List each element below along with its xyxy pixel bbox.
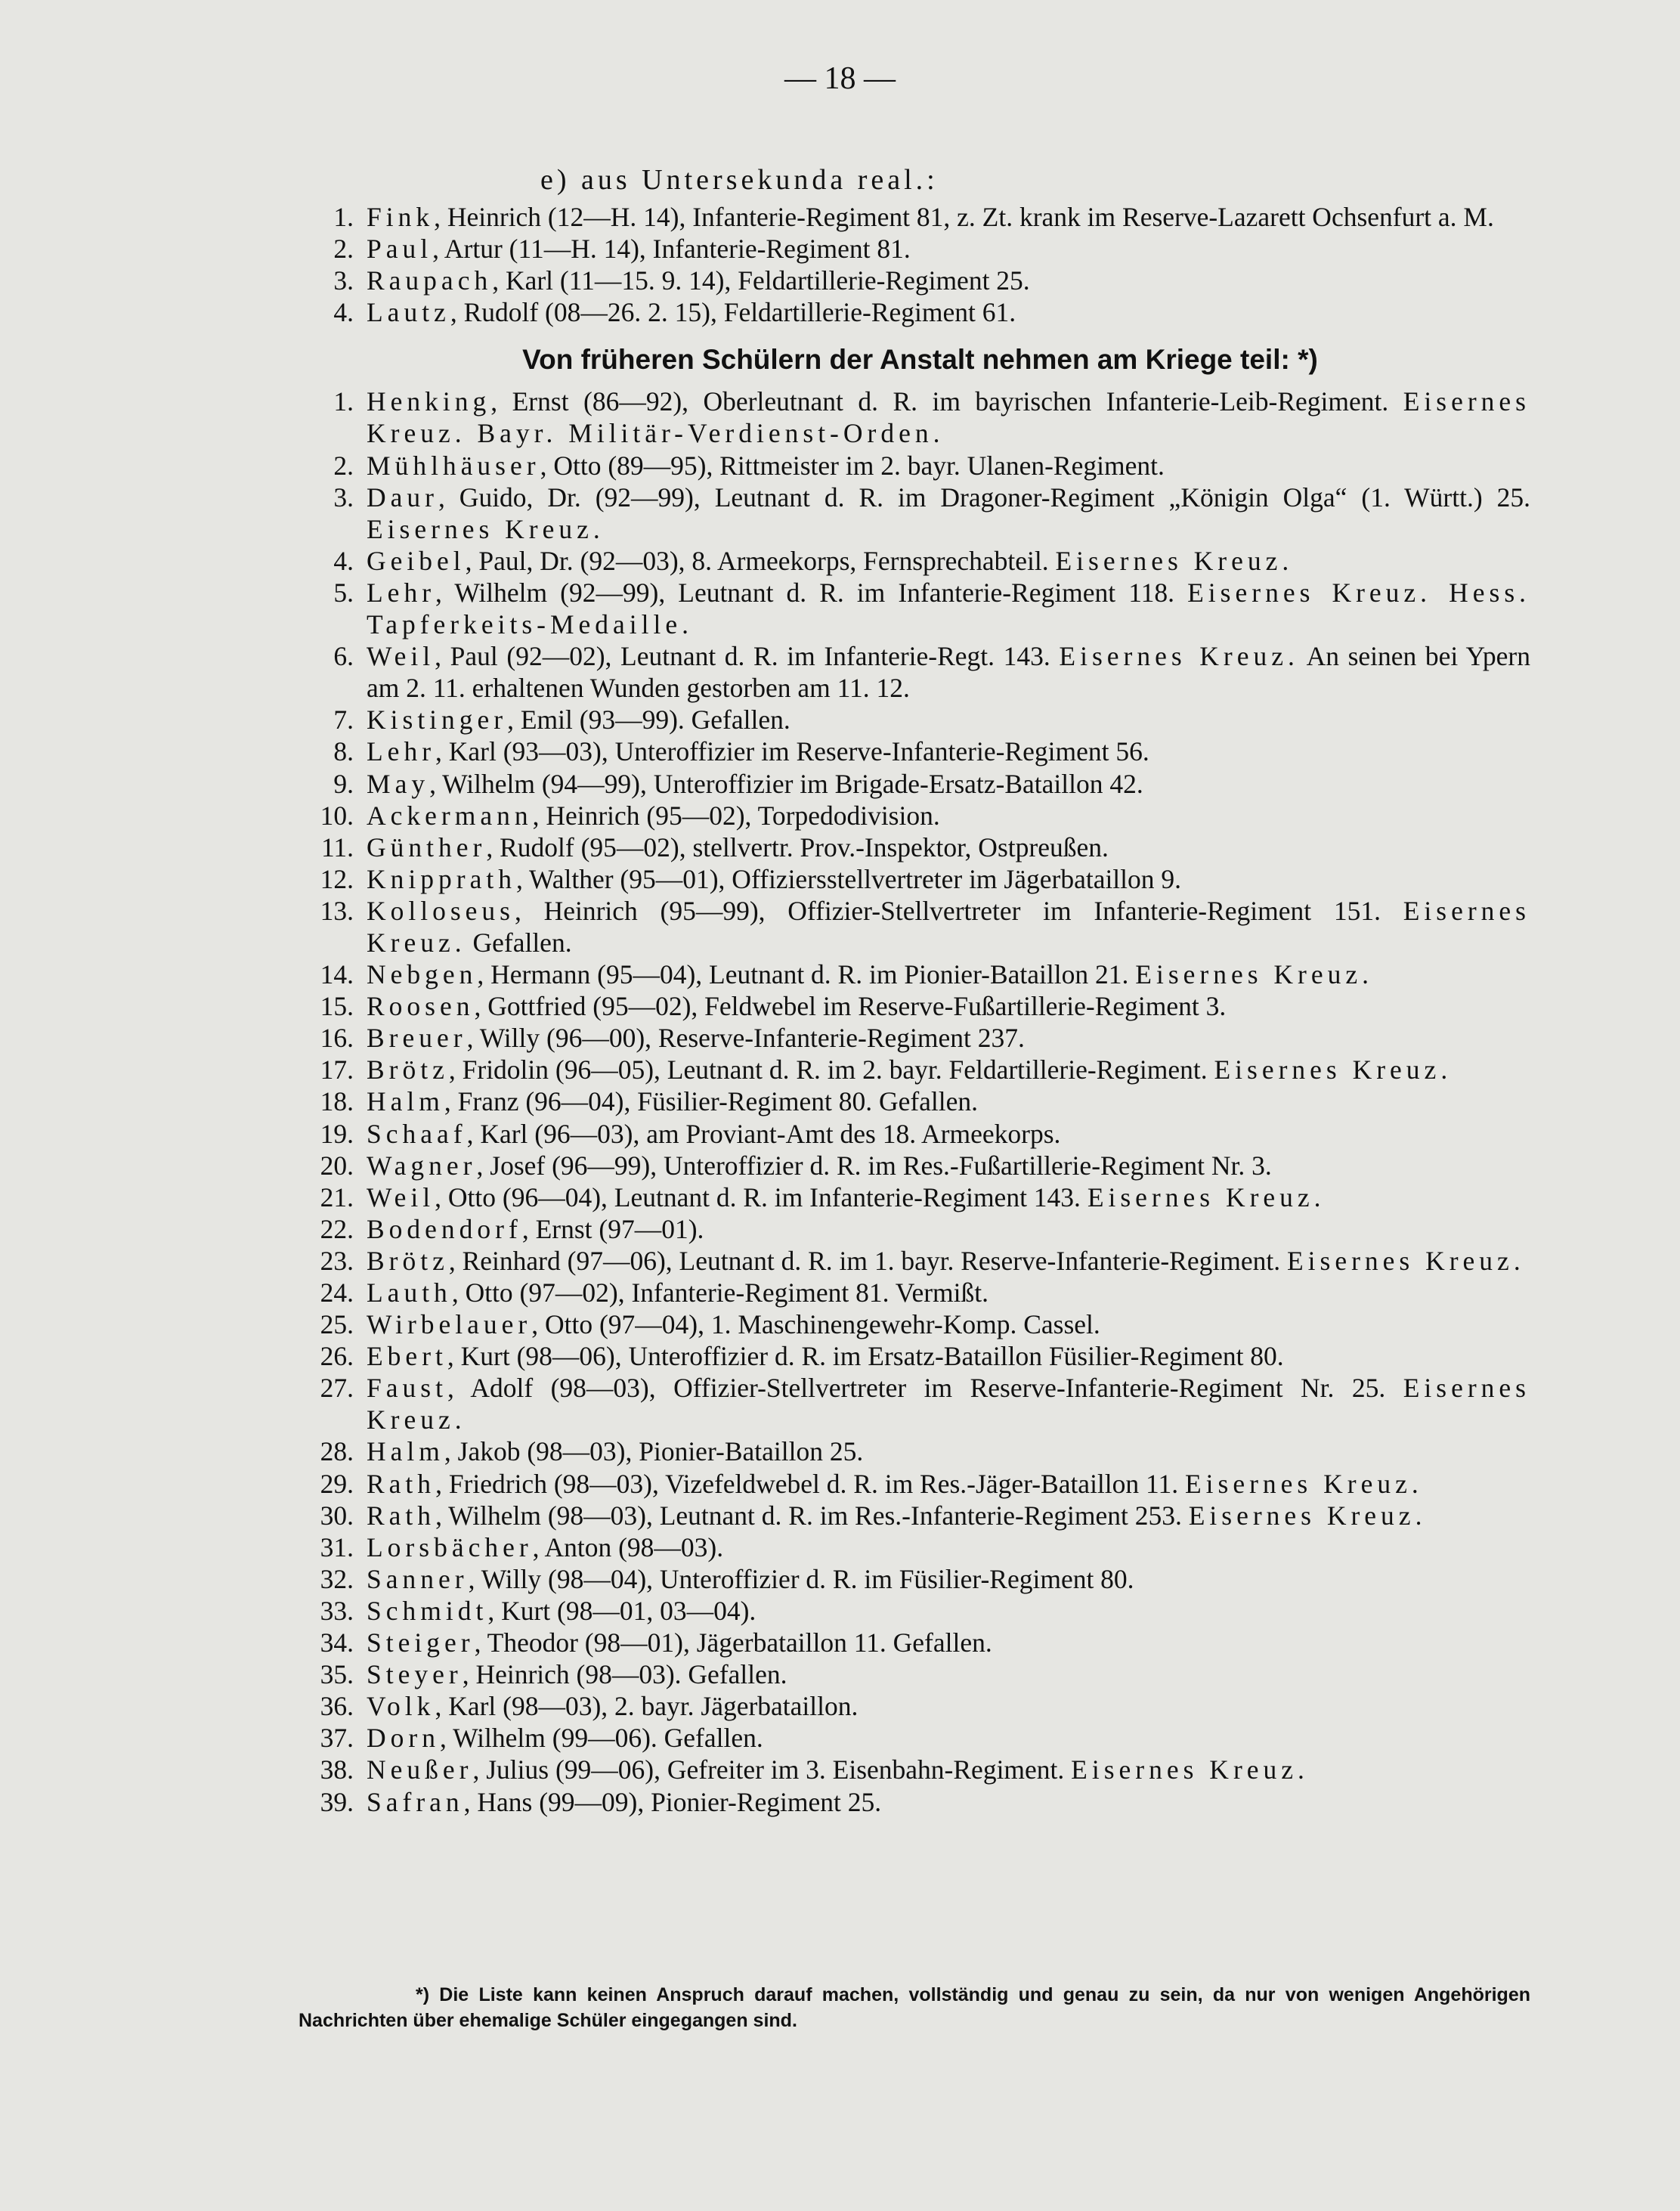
entry-text: , Gottfried (95—02), Feldwebel im Reserve-Fußartillerie-Regiment 3.: [474, 991, 1227, 1022]
entry-number: 5.: [333, 577, 354, 608]
entry-text: , Heinrich (12—H. 14), Infanterie-Regiment 81, z. Zt. krank im Reserve-Lazarett Ochsenfurt a. M.: [434, 202, 1494, 232]
entry-name: Wirbelauer: [367, 1309, 532, 1340]
entry-text: , Willy (96—00), Reserve-Infanterie-Regiment 237.: [466, 1023, 1025, 1054]
entry-name: Rath: [367, 1500, 436, 1531]
entry-number: 6.: [333, 641, 354, 672]
entry-name: Lehr: [367, 577, 436, 608]
entry-text: , Otto (97—02), Infanterie-Regiment 81. Vermißt.: [451, 1277, 989, 1308]
list-item: [310, 1372, 1530, 1435]
entry-number: 15.: [320, 991, 354, 1022]
entry-text: , Fridolin (96—05), Leutnant d. R. im 2. bayr. Feldartillerie-Regiment.: [448, 1054, 1208, 1085]
entry-number: 38.: [320, 1754, 354, 1785]
entry-name: Lorsbächer: [367, 1531, 533, 1562]
entry-number: 39.: [320, 1786, 354, 1817]
entry-name: Ebert: [367, 1341, 447, 1372]
entry-text: , Walther (95—01), Offiziersstellvertreter im Jägerbataillon 9.: [515, 863, 1182, 894]
entry-text: , Wilhelm (94—99), Unteroffizier im Brigade-Ersatz-Bataillon 42.: [429, 768, 1143, 799]
list-item: [310, 577, 1530, 640]
list-item: [310, 1054, 1530, 1085]
entry-number: 28.: [320, 1436, 354, 1467]
entry-name: Wagner: [367, 1150, 477, 1181]
list-item: [310, 800, 1530, 831]
entry-name: Kolloseus: [367, 895, 515, 926]
list-item: [310, 1500, 1530, 1531]
entry-name: Daur: [367, 482, 438, 512]
entry-text: , Karl (98—03), 2. bayr. Jägerbataillon.: [435, 1691, 859, 1722]
list-item: [310, 1435, 1530, 1467]
entry-decoration: Eisernes Kreuz.: [367, 1373, 1530, 1435]
entry-name: Steyer: [367, 1659, 463, 1690]
entry-number: 11.: [320, 831, 354, 862]
list-item: [310, 895, 1530, 958]
entry-text: , Heinrich (98—03). Gefallen.: [462, 1659, 787, 1690]
list-item: [310, 1308, 1530, 1340]
entry-decoration: Eisernes Kreuz. Hess. Tapferkeits-Medaille.: [367, 577, 1531, 640]
entry-number: 10.: [320, 800, 354, 831]
entry-text: , Heinrich (95—99), Offizier-Stellvertreter im Infanterie-Regiment 151.: [515, 895, 1381, 926]
list-item: [310, 233, 1530, 265]
entry-name: May: [367, 768, 430, 799]
list-item: [310, 1181, 1530, 1213]
entry-text: , Guido, Dr. (92—99), Leutnant d. R. im Dragoner-Regiment „Königin Olga“ (1. Württ.) 25.: [438, 482, 1530, 512]
list-item: [310, 1722, 1530, 1754]
entry-name: Halm: [367, 1086, 444, 1117]
entry-name: Lautz: [367, 297, 450, 328]
list-item: [310, 1658, 1530, 1690]
list-item: [310, 863, 1530, 895]
entry-text: , Karl (96—03), am Proviant-Amt des 18. Armeekorps.: [466, 1118, 1061, 1149]
entry-number: 4.: [333, 297, 354, 328]
list-item: [310, 735, 1530, 767]
entry-text: , Wilhelm (98—03), Leutnant d. R. im Res.-Infanterie-Regiment 253.: [435, 1500, 1182, 1531]
list-item: [310, 1690, 1530, 1722]
entry-text: , Ernst (97—01).: [521, 1213, 704, 1244]
entry-number: 25.: [320, 1309, 354, 1340]
entry-name: Brötz: [367, 1054, 449, 1085]
entry-name: Lehr: [367, 736, 436, 767]
entry-text: , Otto (89—95), Rittmeister im 2. bayr. Ulanen-Regiment.: [540, 450, 1165, 481]
entry-text: , Rudolf (08—26. 2. 15), Feldartillerie-Regiment 61.: [450, 297, 1016, 328]
entry-number: 1.: [333, 386, 354, 417]
entry-number: 4.: [333, 545, 354, 576]
entry-text: , Kurt (98—06), Unteroffizier d. R. im Ersatz-Bataillon Füsilier-Regiment 80.: [447, 1341, 1284, 1372]
entry-number: 27.: [320, 1373, 354, 1404]
entry-name: Henking: [367, 386, 491, 417]
entry-decoration: Eisernes Kreuz.: [1214, 1054, 1453, 1085]
page-content: [310, 159, 1530, 1818]
entry-note: Gefallen.: [472, 927, 572, 958]
entry-number: 31.: [320, 1531, 354, 1562]
list-item: [310, 1468, 1530, 1500]
footnote: *) Die Liste kann keinen Anspruch darauf machen, vollständig und genau zu sein, da nur von wenigen Angehörigen Nachrichten über ehemalige Schüler eingegangen sind.: [299, 1984, 1530, 2031]
entry-number: 21.: [320, 1181, 354, 1212]
entry-text: , Wilhelm (99—06). Gefallen.: [439, 1723, 763, 1754]
entry-number: 16.: [320, 1023, 354, 1054]
entry-text: , Kurt (98—01, 03—04).: [487, 1595, 756, 1626]
entry-decoration: Eisernes Kreuz.: [1188, 1500, 1427, 1531]
entry-text: , Anton (98—03).: [532, 1531, 724, 1562]
entry-decoration: Eisernes Kreuz.: [367, 895, 1530, 958]
entry-number: 19.: [320, 1118, 354, 1149]
entry-text: , Friedrich (98—03), Vizefeldwebel d. R. im Res.-Jäger-Bataillon 11.: [435, 1468, 1179, 1499]
entry-name: Knipprath: [367, 863, 516, 894]
entry-number: 18.: [320, 1086, 354, 1117]
entry-name: Geibel: [367, 545, 466, 576]
entry-text: , Willy (98—04), Unteroffizier d. R. im Füsilier-Regiment 80.: [468, 1563, 1134, 1594]
entry-text: , Otto (96—04), Leutnant d. R. im Infanterie-Regiment 143.: [435, 1181, 1081, 1212]
entry-text: , Reinhard (97—06), Leutnant d. R. im 1. bayr. Reserve-Infanterie-Regiment.: [448, 1245, 1281, 1276]
list-item: [310, 704, 1530, 735]
entry-number: 3.: [333, 265, 354, 296]
entry-number: 24.: [320, 1277, 354, 1308]
list-item: [310, 482, 1530, 545]
entry-decoration: Eisernes Kreuz.: [1184, 1468, 1423, 1499]
entry-number: 22.: [320, 1213, 354, 1244]
entry-number: 37.: [320, 1723, 354, 1754]
entry-number: 2.: [333, 450, 354, 481]
entry-name: Weil: [367, 641, 435, 672]
list-item: [310, 545, 1530, 577]
entry-name: Günther: [367, 831, 487, 862]
entry-name: Mühlhäuser: [367, 450, 540, 481]
entry-name: Bodendorf: [367, 1213, 522, 1244]
entry-number: 7.: [333, 704, 354, 735]
list-item: [310, 768, 1530, 800]
entry-name: Sanner: [367, 1563, 469, 1594]
entry-text: , Adolf (98—03), Offizier-Stellvertreter im Reserve-Infanterie-Regiment Nr. 25.: [447, 1373, 1386, 1404]
entry-name: Steiger: [367, 1627, 475, 1658]
list-item: [310, 958, 1530, 990]
section-e-heading: e) aus Untersekunda real.:: [540, 164, 939, 196]
entry-name: Brötz: [367, 1245, 449, 1276]
entry-decoration: Eisernes Kreuz.: [1055, 545, 1294, 576]
entry-number: 2.: [333, 234, 354, 265]
entry-name: Dorn: [367, 1723, 440, 1754]
entry-text: , Josef (96—99), Unteroffizier d. R. im Res.-Fußartillerie-Regiment Nr. 3.: [476, 1150, 1272, 1181]
entry-number: 3.: [333, 482, 354, 512]
entry-text: , Ernst (86—92), Oberleutnant d. R. im bayrischen Infanterie-Leib-Regiment.: [490, 386, 1389, 417]
entry-decoration: Eisernes Kreuz.: [1087, 1181, 1326, 1212]
list-item: [310, 265, 1530, 296]
entry-name: Neußer: [367, 1754, 473, 1785]
list-item: [310, 1340, 1530, 1372]
entry-text: , Otto (97—04), 1. Maschinengewehr-Komp. Cassel.: [531, 1309, 1100, 1340]
entry-decoration: Eisernes Kreuz.: [1286, 1245, 1525, 1276]
list-item: [310, 990, 1530, 1022]
entry-text: , Emil (93—99). Gefallen.: [507, 704, 790, 735]
entry-name: Weil: [367, 1181, 435, 1212]
entry-number: 9.: [333, 768, 354, 799]
entry-number: 36.: [320, 1691, 354, 1722]
entry-name: Halm: [367, 1436, 444, 1467]
entry-note: An seinen bei Ypern am 2. 11. erhaltenen Wunden gestorben am 11. 12.: [367, 641, 1531, 704]
list-item: [310, 831, 1530, 863]
entry-name: Breuer: [367, 1023, 467, 1054]
entry-name: Faust: [367, 1373, 447, 1404]
list-item: [310, 1245, 1530, 1277]
list-item: [310, 1563, 1530, 1595]
entry-number: 26.: [320, 1341, 354, 1372]
entry-name: Schaaf: [367, 1118, 467, 1149]
list-item: [310, 640, 1530, 704]
entry-text: , Paul, Dr. (92—03), 8. Armeekorps, Fernsprechabteil.: [465, 545, 1049, 576]
entry-decoration: Eisernes Kreuz. Bayr. Militär-Verdienst-Orden.: [367, 386, 1530, 449]
entry-name: Safran: [367, 1786, 464, 1817]
entry-name: Ackermann: [367, 800, 533, 831]
list-item: [310, 1627, 1530, 1658]
list-item: [310, 1085, 1530, 1117]
entry-name: Kistinger: [367, 704, 508, 735]
entry-number: 35.: [320, 1659, 354, 1690]
entry-text: , Paul (92—02), Leutnant d. R. im Infanterie-Regt. 143.: [435, 641, 1050, 672]
entry-number: 8.: [333, 736, 354, 767]
page-number: — 18 —: [784, 61, 896, 96]
entry-decoration: Eisernes Kreuz.: [1059, 641, 1299, 672]
entry-text: , Julius (99—06), Gefreiter im 3. Eisenbahn-Regiment.: [472, 1754, 1065, 1785]
entry-text: , Karl (11—15. 9. 14), Feldartillerie-Regiment 25.: [492, 265, 1030, 296]
entry-number: 20.: [320, 1150, 354, 1181]
entry-number: 32.: [320, 1563, 354, 1594]
list-item: [310, 1150, 1530, 1181]
list-item: [310, 1022, 1530, 1054]
entry-text: , Karl (93—03), Unteroffizier im Reserve-Infanterie-Regiment 56.: [435, 736, 1149, 767]
entry-number: 30.: [320, 1500, 354, 1531]
entry-name: Nebgen: [367, 959, 478, 990]
entry-text: , Wilhelm (92—99), Leutnant d. R. im Infanterie-Regiment 118.: [435, 577, 1175, 608]
entry-text: , Hermann (95—04), Leutnant d. R. im Pionier-Bataillon 21.: [477, 959, 1129, 990]
entry-number: 13.: [320, 895, 354, 926]
entry-text: , Jakob (98—03), Pionier-Bataillon 25.: [444, 1436, 864, 1467]
entry-name: Volk: [367, 1691, 435, 1722]
entry-name: Fink: [367, 202, 435, 232]
list-item: [310, 386, 1530, 449]
entry-name: Paul: [367, 234, 433, 265]
list-item: [310, 1118, 1530, 1150]
entry-decoration: Eisernes Kreuz.: [1135, 959, 1374, 990]
entry-name: Rath: [367, 1468, 436, 1499]
entry-number: 1.: [333, 202, 354, 232]
entry-text: , Heinrich (95—02), Torpedodivision.: [532, 800, 940, 831]
entry-text: , Artur (11—H. 14), Infanterie-Regiment 81.: [432, 234, 911, 265]
section-former-heading: Von früheren Schülern der Anstalt nehmen am Kriege teil: *): [522, 344, 1318, 376]
list-item: [310, 1786, 1530, 1818]
entry-text: , Rudolf (95—02), stellvertr. Prov.-Inspektor, Ostpreußen.: [486, 831, 1109, 862]
list-item: [310, 1277, 1530, 1308]
list-item: [310, 201, 1530, 233]
entry-name: Schmidt: [367, 1595, 488, 1626]
entry-number: 12.: [320, 863, 354, 894]
entry-name: Lauth: [367, 1277, 452, 1308]
section-e-list: [310, 201, 1530, 328]
entry-number: 23.: [320, 1245, 354, 1276]
list-item: [310, 1754, 1530, 1785]
entry-text: , Theodor (98—01), Jägerbataillon 11. Gefallen.: [474, 1627, 992, 1658]
section-former-list: [310, 386, 1530, 1817]
entry-name: Roosen: [367, 991, 475, 1022]
entry-name: Raupach: [367, 265, 493, 296]
entry-number: 14.: [320, 959, 354, 990]
entry-number: 34.: [320, 1627, 354, 1658]
entry-number: 33.: [320, 1595, 354, 1626]
list-item: [310, 1213, 1530, 1245]
entry-number: 17.: [320, 1054, 354, 1085]
list-item: [310, 1531, 1530, 1563]
entry-text: , Franz (96—04), Füsilier-Regiment 80. Gefallen.: [444, 1086, 979, 1117]
list-item: [310, 296, 1530, 328]
entry-decoration: Eisernes Kreuz.: [367, 513, 605, 544]
list-item: [310, 1595, 1530, 1627]
entry-text: , Hans (99—09), Pionier-Regiment 25.: [463, 1786, 882, 1817]
list-item: [310, 450, 1530, 482]
entry-number: 29.: [320, 1468, 354, 1499]
entry-decoration: Eisernes Kreuz.: [1071, 1754, 1309, 1785]
